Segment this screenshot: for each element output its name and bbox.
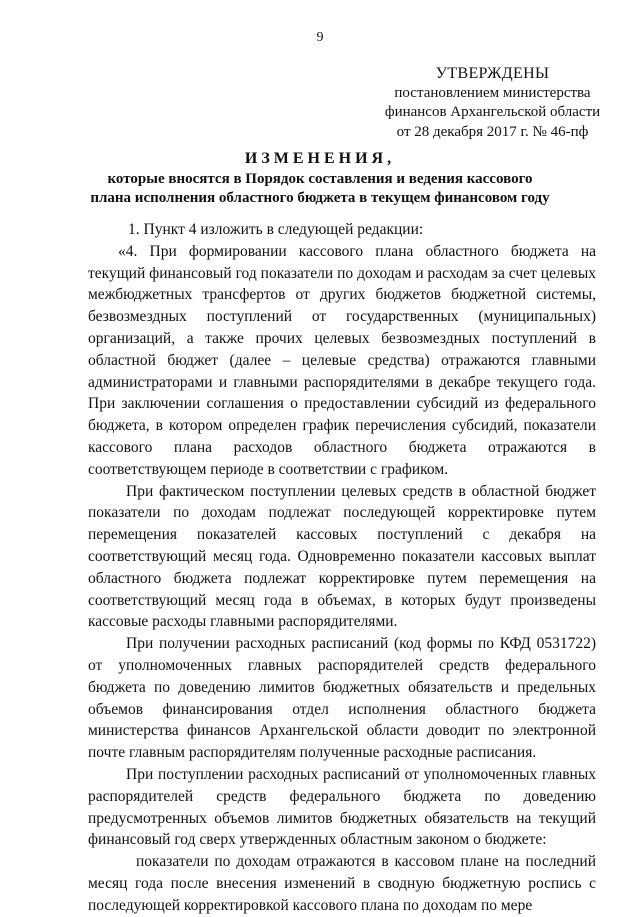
paragraph-expense-schedules: При получении расходных расписаний (код формы по КФД 0531722) от уполномоченных главных распорядителей средств федерального бюджета по доведению лимитов бюджетных обязательств и предельных объемов финансирования отдел исполнения областного бюджета министерства финансов Архангельской области доводит по электронной почте главным распорядителям полученные расходные расписания.: [88, 635, 596, 762]
paragraph-item-1: 1. Пункт 4 изложить в следующей редакции:: [128, 221, 424, 238]
document-title: ИЗМЕНЕНИЯ,: [244, 150, 396, 167]
paragraph-actual-receipt: При фактическом поступлении целевых средств в областной бюджет показатели по доходам подлежат последующей корректировке путем перемещения показателей кассовых поступлений с декабря на соответствующий месяц года. Одновременно показатели кассовых выплат областного бюджета подлежат корректировке путем перемещения на соответствующий месяц года в объемах, в которых будут произведены кассовые расходы главными распорядителями.: [88, 482, 596, 631]
approval-title: УТВЕРЖДЕНЫ: [435, 65, 550, 82]
approval-stamp: [370, 64, 615, 142]
approval-line-3: от 28 декабря 2017 г. № 46-пф: [396, 123, 589, 140]
paragraph-income-indicators: показатели по доходам отражаются в кассовом плане на последний месяц года после внесения изменений в сводную бюджетную роспись с последующей корректировкой кассового плана по доходам по мере: [88, 853, 596, 914]
document-subtitle: которые вносятся в Порядок составления и ведения кассового плана исполнения областного бюджета в текущем финансовом году: [90, 171, 550, 206]
paragraph-point-4: «4. При формировании кассового плана областного бюджета на текущий финансовый год показатели по доходам и расходам за счет целевых межбюджетных трансфертов от других бюджетов бюджетной системы, безвозмездных поступлений от государственных (муниципальных) организаций, а также прочих целевых безвозмездных поступлений в областной бюджет (далее – целевые средства) отражаются главными администраторами и главными распорядителями в декабре текущего года. При заключении соглашения о предоставлении субсидий из федерального бюджета, в котором определен график перечисления субсидий, показатели кассового плана расходов областного бюджета отражаются в соответствующем периоде в соответствии с графиком.: [88, 242, 596, 478]
paragraph-receipt-of-schedules: При поступлении расходных расписаний от уполномоченных главных распорядителей средств федерального бюджета по доведению предусмотренных объемов лимитов бюджетных обязательств на текущий финансовый год сверх утвержденных областным законом о бюджете:: [88, 765, 596, 849]
approval-line-2: финансов Архангельской области: [384, 104, 601, 120]
document-body: [88, 219, 596, 917]
approval-line-1: постановлением министерства: [394, 84, 591, 101]
page-number: 9: [316, 30, 324, 45]
